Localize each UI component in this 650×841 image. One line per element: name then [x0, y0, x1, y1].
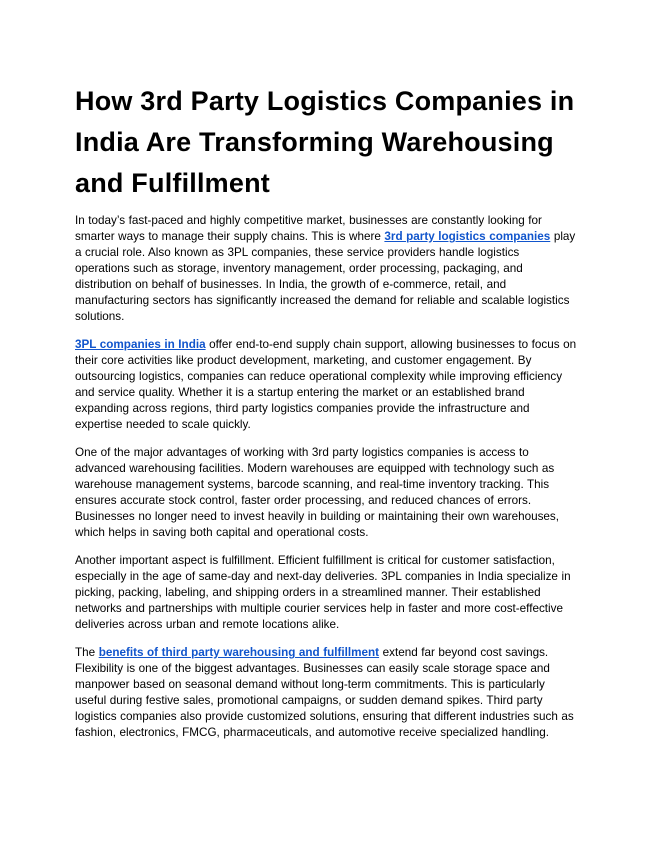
inline-link[interactable]: 3PL companies in India: [75, 338, 206, 351]
paragraph: [75, 213, 577, 325]
paragraph: [75, 337, 577, 433]
paragraph-text: One of the major advantages of working with 3rd party logistics companies is access to advanced warehousing facilities. Modern warehouses are equipped with technology such as warehouse management systems, barcode scanning, and real-time inventory tracking. This ensures accurate stock control, faster order processing, and reduced chances of errors. Businesses no longer need to invest heavily in building or maintaining their own warehouses, which helps in saving both capital and operational costs.: [75, 446, 560, 539]
paragraph-text: play a crucial role. Also known as 3PL companies, these service providers handle logistics operations such as storage, inventory management, order processing, packaging, and distribution on behalf of businesses. In India, the growth of e-commerce, retail, and manufacturing sectors has significantly increased the demand for reliable and scalable logistics solutions.: [75, 230, 576, 323]
paragraph: [75, 553, 577, 633]
document-body: [75, 213, 577, 741]
paragraph-text: In today’s fast-paced and highly competitive market, businesses are constantly looking for smarter ways to manage their supply chains. This is where: [75, 214, 542, 243]
paragraph: [75, 445, 577, 541]
paragraph-text: extend far beyond cost savings. Flexibility is one of the biggest advantages. Businesses can easily scale storage space and manpower based on seasonal demand without long-term commitments. This is particularly useful during festive sales, promotional campaigns, or sudden demand spikes. Third party logistics companies also provide customized solutions, ensuring that different industries such as fashion, electronics, FMCG, pharmaceuticals, and automotive receive specialized handling.: [75, 646, 574, 739]
paragraph-text: The: [75, 646, 99, 659]
paragraph: [75, 645, 577, 741]
inline-link[interactable]: 3rd party logistics companies: [384, 230, 551, 243]
inline-link[interactable]: benefits of third party warehousing and fulfillment: [98, 646, 380, 659]
paragraph-text: offer end-to-end supply chain support, allowing businesses to focus on their core activities like product development, marketing, and customer engagement. By outsourcing logistics, companies can reduce operational complexity while improving efficiency and service quality. Whether it is a startup entering the market or an established brand expanding across regions, third party logistics companies provide the infrastructure and expertise needed to scale quickly.: [75, 338, 577, 431]
paragraph-text: Another important aspect is fulfillment. Efficient fulfillment is critical for customer satisfaction, especially in the age of same-day and next-day deliveries. 3PL companies in India specialize in picking, packing, labeling, and shipping orders in a streamlined manner. Their established networks and partnerships with multiple courier services help in faster and more cost-effective deliveries across urban and remote locations alike.: [75, 554, 571, 631]
page-title: How 3rd Party Logistics Companies in India Are Transforming Warehousing and Fulfillment: [75, 86, 575, 198]
